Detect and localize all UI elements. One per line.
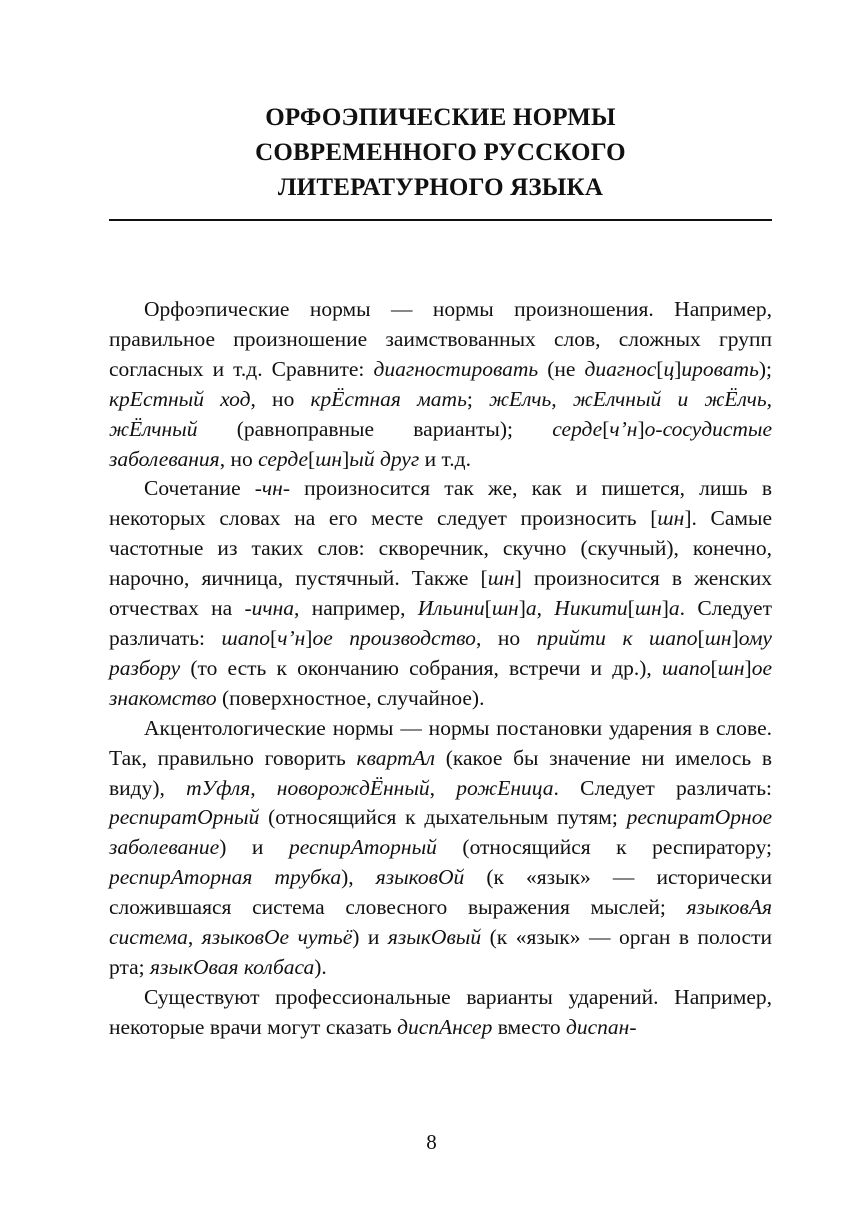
paragraph: Орфоэпические нормы — нормы произношения. Например, правильное произношение заимствованных слов, сложных групп согласных и т.д. Сравните: диагностировать (не диагнос[ц]ировать); крЕстный ход, но крЁстная мать; жЕлчь, жЕлчный и жЁлчь, жЁлчный (равноправные варианты); серде[ч’н]о-сосудистые заболевания, но серде[шн]ый друг и т.д. (109, 297, 773, 471)
page (109, 0, 772, 1043)
paragraph: Сочетание -чн- произносится так же, как и пишется, лишь в некоторых словах на его месте следует произносить [шн]. Самые частотные из таких слов: скворечник, скучно (скучный), конечно, нарочно, яичница, пустячный. Также [шн] произносится в женских отчествах на -ична, например, Ильини[шн]а, Никити[шн]а. Следует различать: шапо[ч’н]ое производство, но прийти к шапо[шн]ому разбору (то есть к окончанию собрания, встречи и др.), шапо[шн]ое знакомство (поверхностное, случайное). (109, 476, 772, 710)
body-text (109, 295, 772, 1043)
title-line: ЛИТЕРАТУРНОГО ЯЗЫКА (277, 174, 604, 201)
paragraph: Существуют профессиональные варианты ударений. Например, некоторые врачи могут сказать диспАнсер вместо диспан- (109, 984, 772, 1039)
title-line: ОРФОЭПИЧЕСКИЕ НОРМЫ (265, 104, 616, 131)
page-number: 8 (426, 1130, 437, 1154)
title-divider (109, 219, 772, 221)
title-line: СОВРЕМЕННОГО РУССКОГО (255, 139, 626, 166)
page-title (109, 100, 772, 205)
paragraph: Акцентологические нормы — нормы постановки ударения в слове. Так, правильно говорить квартАл (какое бы значение ни имелось в виду), тУфля, новорождЁнный, рожЕница. Следует различать: респиратОрный (относящийся к дыхательным путям; респиратОрное заболевание) и респирАторный (относящийся к респиратору; респирАторная трубка), языковОй (к «язык» — исторически сложившаяся система словесного выражения мыслей; языковАя система, языковОе чутьё) и языкОвый (к «язык» — орган в полости рта; языкОвая колбаса). (109, 715, 773, 979)
